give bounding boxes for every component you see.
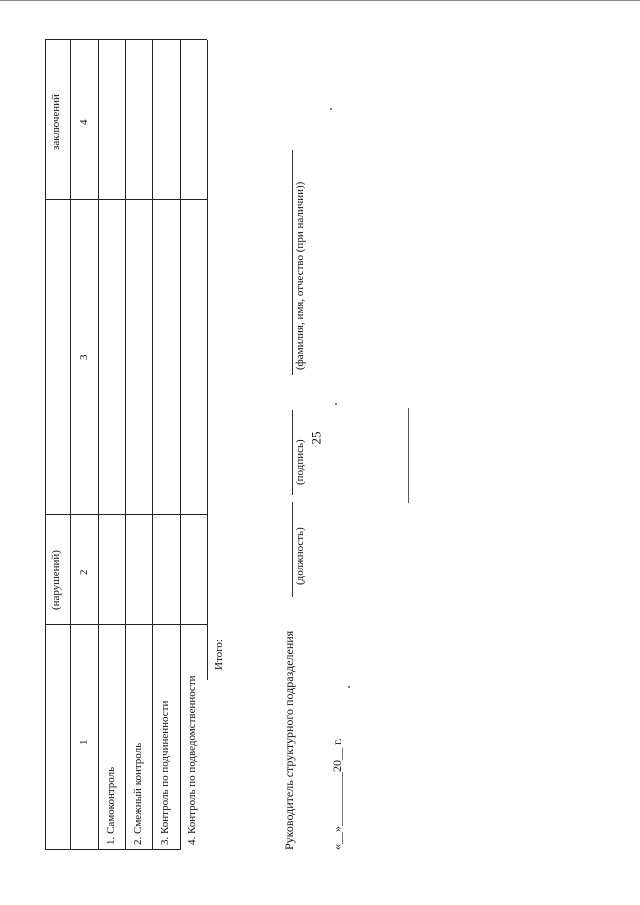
- header-col4-note: заключений: [50, 94, 62, 150]
- row-label-4: 4. Контроль по подведомственности: [186, 675, 198, 845]
- row-label-3: 3. Контроль по подчиненности: [159, 700, 171, 845]
- page-number: 25: [308, 431, 324, 445]
- header-col4-num: 4: [78, 119, 90, 125]
- total-label: Итого:: [213, 639, 225, 670]
- scan-mark-line: [408, 408, 409, 503]
- header-col2-num: 2: [78, 569, 90, 575]
- header-col1-num: 1: [78, 739, 90, 745]
- signature-caption: (подпись): [294, 439, 306, 485]
- header-col2-note: (нарушений): [50, 550, 62, 610]
- date-line: «__»_________20__ г.: [330, 738, 344, 850]
- header-col3-num: 3: [78, 354, 90, 360]
- name-caption: (фамилия, имя, отчество (при наличии)): [294, 181, 306, 370]
- row-label-1: 1. Самоконтроль: [105, 766, 117, 845]
- position-caption: (должность): [294, 527, 306, 585]
- row-label-2: 2. Смежный контроль: [132, 742, 144, 845]
- head-label: Руководитель структурного подразделения: [282, 630, 296, 850]
